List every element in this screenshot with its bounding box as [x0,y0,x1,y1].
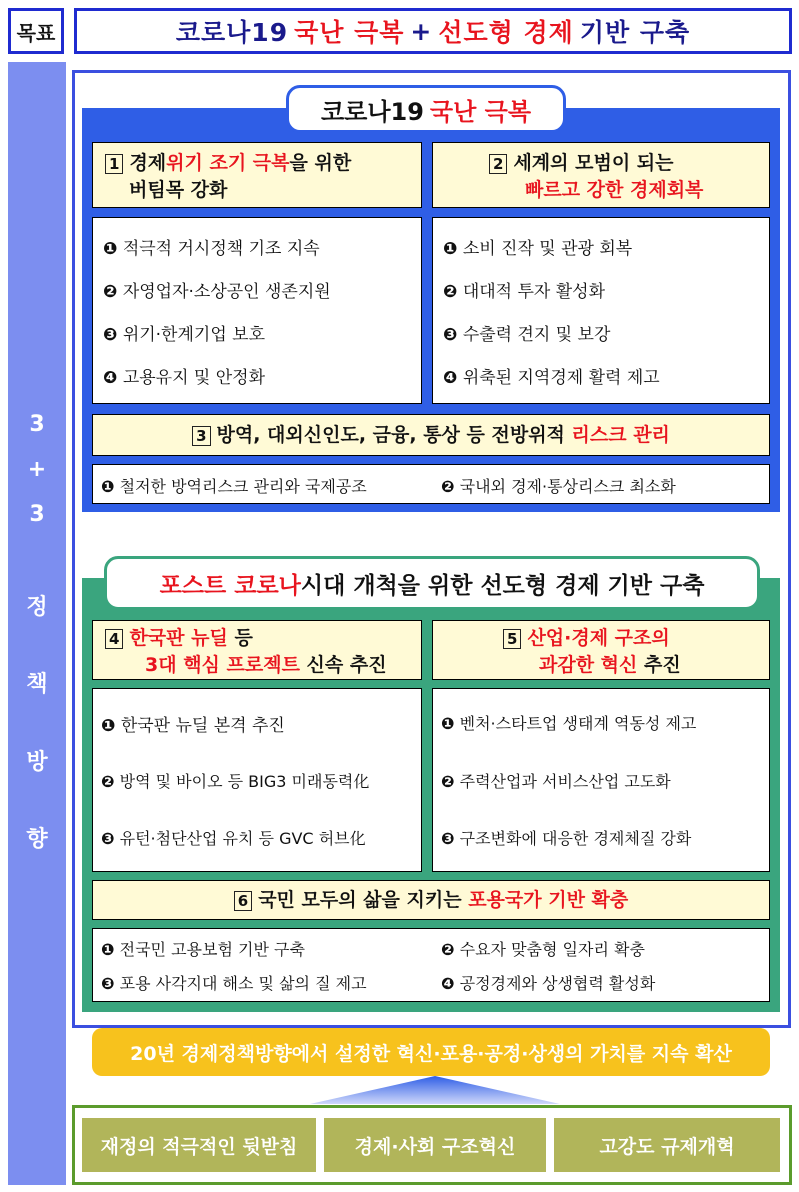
column-char: + [27,457,47,482]
task2-header: 2 세계의 모범이 되는 빠르고 강한 경제회복 [432,142,770,208]
list-item: ❸ 수출력 견지 및 보강 [443,325,611,345]
values-banner: 20년 경제정책방향에서 설정한 혁신·포용·공정·상생의 가치를 지속 확산 [92,1028,770,1076]
task4-header: 4 한국판 뉴딜 등 3대 핵심 프로젝트 신속 추진 [92,620,422,680]
column-char: 향 [26,827,48,852]
task4-items [92,688,422,872]
list-item: ❶ 적극적 거시정책 기조 지속 [103,239,320,259]
list-item: ❶ 전국민 고용보험 기반 구축 [101,940,305,959]
task6-items [92,928,770,1002]
foundation-box: 재정의 적극적인 뒷받침 [82,1118,316,1172]
task5-header: 5 산업·경제 구조의 과감한 혁신 추진 [432,620,770,680]
task3-header: 3 방역, 대외신인도, 금융, 통상 등 전방위적 리스크 관리 [92,414,770,456]
list-item: ❸ 유턴·첨단산업 유치 등 GVC 허브化 [101,829,366,848]
task1-header: 1 경제위기 조기 극복을 위한 버팀목 강화 [92,142,422,208]
list-item: ❶ 철저한 방역리스크 관리와 국제공조 [101,477,367,496]
policy-direction-column [8,62,66,1185]
goal-label: 목표 [8,8,64,54]
column-char: 3 [29,502,45,527]
task2-items [432,217,770,404]
list-item: ❹ 위축된 지역경제 활력 제고 [443,368,660,388]
list-item: ❷ 자영업자·소상공인 생존지원 [103,282,331,302]
foundation-box: 고강도 규제개혁 [554,1118,780,1172]
list-item: ❹ 고용유지 및 안정화 [103,368,265,388]
list-item: ❸ 구조변화에 대응한 경제체질 강화 [441,829,692,848]
column-char: 3 [29,412,45,437]
section2-title: 포스트 코로나 시대 개척을 위한 선도형 경제 기반 구축 [104,556,760,610]
list-item: ❷ 국내외 경제·통상리스크 최소화 [441,477,676,496]
section1-title: 코로나19 국난 극복 [286,85,566,133]
task3-items [92,464,770,504]
column-char: 방 [26,750,48,775]
list-item: ❷ 주력산업과 서비스산업 고도화 [441,772,671,791]
up-arrow-icon [310,1076,560,1104]
list-item: ❶ 한국판 뉴딜 본격 추진 [101,716,285,736]
list-item: ❸ 포용 사각지대 해소 및 삶의 질 제고 [101,974,367,993]
list-item: ❹ 공정경제와 상생협력 활성화 [441,974,656,993]
list-item: ❷ 대대적 투자 활성화 [443,282,605,302]
column-char: 정 [26,595,48,620]
list-item: ❶ 벤처·스타트업 생태계 역동성 제고 [441,714,697,733]
task6-header: 6 국민 모두의 삶을 지키는 포용국가 기반 확충 [92,880,770,920]
goal-title: 코로나19 국난 극복 + 선도형 경제 기반 구축 [74,8,792,54]
list-item: ❷ 방역 및 바이오 등 BIG3 미래동력化 [101,772,370,791]
list-item: ❸ 위기·한계기업 보호 [103,325,265,345]
task1-items [92,217,422,404]
foundation-box: 경제·사회 구조혁신 [324,1118,546,1172]
column-char: 책 [26,672,48,697]
list-item: ❶ 소비 진작 및 관광 회복 [443,239,633,259]
task5-items [432,688,770,872]
list-item: ❷ 수요자 맞춤형 일자리 확충 [441,940,645,959]
